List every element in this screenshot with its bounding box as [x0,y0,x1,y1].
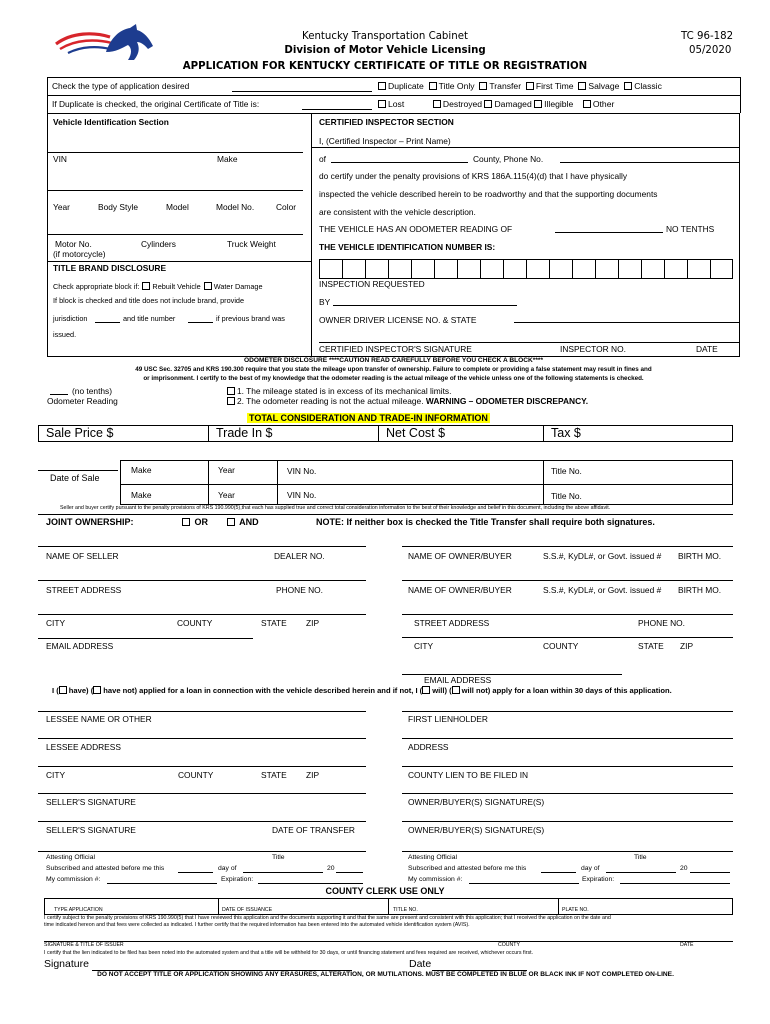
seller-attesting-official: Attesting Official [46,854,95,861]
inspector-of: of [319,154,326,164]
owner-street-label: STREET ADDRESS [414,618,490,628]
color-label: Color [276,202,297,212]
clerk-plate-no: PLATE NO. [562,907,589,913]
seller-state-label: STATE [261,618,287,628]
owner-zip-label: ZIP [680,641,694,651]
clerk-date-label: Date [409,958,432,970]
apptype-title-only[interactable]: Title Only [429,81,475,91]
odometer-text1: 49 USC Sec. 32705 and KRS 190.300 require that you state the mileage upon transfer of ownership. Failure to complete or providing a false statement may result in fines and [135,366,652,373]
lessee-address-label: LESSEE ADDRESS [46,742,121,752]
clerk-title-no: TITLE NO. [393,907,418,913]
form-title: APPLICATION FOR KENTUCKY CERTIFICATE OF TITLE OR REGISTRATION [182,61,588,72]
seller-phone-label: PHONE NO. [276,585,323,595]
trade-title-2: Title No. [551,491,582,501]
dup-illegible[interactable]: Illegible [534,99,573,109]
motorcycle-note: (if motorcycle) [53,249,106,259]
tax-field[interactable]: Tax $ [551,426,581,440]
header-division: Division of Motor Vehicle Licensing [284,45,486,56]
brand-heading: TITLE BRAND DISCLOSURE [53,263,167,273]
dup-other[interactable]: Other [583,99,615,109]
lessee-county-label: COUNTY [178,770,214,780]
vin-is-label: THE VEHICLE IDENTIFICATION NUMBER IS: [319,242,496,252]
joint-note: NOTE: If neither box is checked the Title Transfer shall require both signatures. [316,517,655,527]
odometer-statement-1[interactable]: 1. The mileage stated is in excess of its mechanical limits. [227,387,451,396]
owner2-name-label: NAME OF OWNER/BUYER [408,585,512,595]
seller-name-label: NAME OF SELLER [46,551,119,561]
birth-mo-label-2: BIRTH MO. [678,585,722,595]
sale-price-field[interactable]: Sale Price $ [46,426,114,440]
clerk-lien-certify: I certify that the lien indicated to be filed has been noted into the automated system and that a title will be withheld for 30 days, or until financing statement and fees required are received, whichever occurs first. [44,950,534,956]
owner-signature-1: OWNER/BUYER(S) SIGNATURE(S) [408,797,545,807]
joint-or-checkbox[interactable]: OR [182,517,208,527]
have-checkbox[interactable] [59,686,67,694]
clerk-date-issuance: DATE OF ISSUANCE [222,907,273,913]
owner-subscribed: Subscribed and attested before me this [408,865,527,872]
net-cost-field[interactable]: Net Cost $ [386,426,446,440]
will-not-checkbox[interactable] [452,686,460,694]
owner-state-label: STATE [638,641,664,651]
clerk-signature-label: Signature [44,958,89,970]
consideration-certify: Seller and buyer certify pursuant to the penalty provisions of KRS 190.990(5),that each has supplied true and correct total consideration information to the best of their knowledge and belief in this document, including the above affidavit. [60,505,611,511]
loan-statement: I ( have) ( have not) applied for a loan in connection with the vehicle described herein and if not, I ( will) ( will not) apply for a loan within 30 days of this application. [52,686,672,695]
inspector-line5: are consistent with the vehicle description. [319,207,476,217]
footer-warning: DO NOT ACCEPT TITLE OR APPLICATION SHOWING ANY ERASURES, ALTERATION, OR MUTILATIONS. MUST BE COMPLETED IN BLUE OR BLACK INK IF NOT COMPLETED ON-LINE. [97,971,674,978]
trade-year-1: Year [218,465,235,475]
seller-city-label: CITY [46,618,66,628]
apptype-duplicate[interactable]: Duplicate [378,81,424,91]
trade-year-2: Year [218,490,235,500]
trade-in-field[interactable]: Trade In $ [216,426,273,440]
odometer-reading-caption: Odometer Reading [47,396,118,406]
joint-and-checkbox[interactable]: AND [227,517,259,527]
form-number: TC 96-182 [681,31,734,42]
seller-signature-2: SELLER'S SIGNATURE [46,825,136,835]
truck-weight-label: Truck Weight [227,239,276,249]
trade-vin-2: VIN No. [287,490,317,500]
vehicle-heading: Vehicle Identification Section [53,117,169,127]
kentucky-horse-logo-icon [54,22,158,62]
odometer-text2: or imprisonment. I certify to the best of my knowledge that the odometer reading is the actual mileage of the vehicle unless one of the following statements is checked. [143,375,644,382]
owner-attest-title: Title [634,854,647,861]
inspector-line3: do certify under the penalty provisions of KRS 186A.115(4)(d) that I have physically [319,171,628,181]
jurisdiction-label: jurisdiction [53,314,88,323]
seller-commission: My commission #: [46,876,101,883]
seller-subscribed: Subscribed and attested before me this [46,865,165,872]
motor-label: Motor No. [55,239,92,249]
lessee-zip-label: ZIP [306,770,320,780]
owner-id-label-1: S.S.#, KyDL#, or Govt. issued # [543,551,662,561]
inspection-by: BY [319,297,331,307]
odometer-reading-label: THE VEHICLE HAS AN ODOMETER READING OF [319,224,513,234]
date-of-transfer: DATE OF TRANSFER [272,825,355,835]
apptype-salvage[interactable]: Salvage [578,81,619,91]
dup-lost[interactable]: Lost [378,99,404,109]
no-tenths-label: NO TENTHS [666,224,715,234]
inspector-heading: CERTIFIED INSPECTOR SECTION [319,117,454,127]
owner-commission: My commission #: [408,876,463,883]
form-date: 05/2020 [689,45,732,56]
owner-name-label: NAME OF OWNER/BUYER [408,551,512,561]
lessee-state-label: STATE [261,770,287,780]
make-label: Make [217,154,238,164]
date-of-sale: Date of Sale [50,473,100,483]
owner-phone-label: PHONE NO. [638,618,685,628]
seller-day-of: day of [218,865,237,872]
owner-city-label: CITY [414,641,434,651]
apptype-first-time[interactable]: First Time [526,81,574,91]
lessee-city-label: CITY [46,770,66,780]
owner-dl-label: OWNER DRIVER LICENSE NO. & STATE [319,315,477,325]
odometer-statement-2[interactable]: 2. The odometer reading is not the actual mileage. WARNING – ODOMETER DISCREPANCY. [227,397,588,406]
have-not-checkbox[interactable] [93,686,101,694]
inspector-print-name: I, (Certified Inspector – Print Name) [319,136,451,146]
clerk-certify-1: I certify subject to the penalty provisions of KRS 190.990(5) that I have reviewed this application and the documents supporting it and that the same are present and consistent with this application; that I received the application on the date and [44,915,611,921]
clerk-signature-title: SIGNATURE & TITLE OF ISSUER [44,942,124,948]
rebuilt-checkbox[interactable]: Rebuilt Vehicle [141,282,200,291]
owner-id-label-2: S.S.#, KyDL#, or Govt. issued # [543,585,662,595]
clerk-certify-2: time indicated hereon and that fees were collected as indicated. I further certify that the required information has been entered into the automated vehicle identification system (AVIS). [44,922,470,928]
apptype-question: Check the type of application desired [52,81,190,91]
title-number-label: and title number [123,314,176,323]
lessee-name-label: LESSEE NAME OR OTHER [46,714,152,724]
vin-label: VIN [53,154,67,164]
inspection-requested: INSPECTION REQUESTED [319,279,425,289]
brand-check-label: Check appropriate block if: [53,282,140,291]
birth-mo-label-1: BIRTH MO. [678,551,722,561]
year-label: Year [53,202,70,212]
brand-line3: issued. [53,330,77,339]
inspector-no: INSPECTOR NO. [560,344,626,354]
seller-zip-label: ZIP [306,618,320,628]
inspector-county-phone: County, Phone No. [473,154,544,164]
trade-make-2: Make [131,490,152,500]
duplicate-question: If Duplicate is checked, the original Certificate of Title is: [52,99,260,109]
owner-email-label: EMAIL ADDRESS [424,675,492,685]
will-checkbox[interactable] [422,686,430,694]
model-label: Model [166,202,189,212]
seller-county-label: COUNTY [177,618,213,628]
joint-ownership-label: JOINT OWNERSHIP: [46,517,134,527]
inspector-line4: inspected the vehicle described herein to be roadworthy and that the supporting documents [319,189,658,199]
consideration-heading: TOTAL CONSIDERATION AND TRADE-IN INFORMATION [249,413,488,423]
clerk-heading: COUNTY CLERK USE ONLY [325,886,445,896]
trade-make-1: Make [131,465,152,475]
trade-vin-1: VIN No. [287,466,317,476]
cylinders-label: Cylinders [141,239,176,249]
clerk-county: COUNTY [498,942,520,948]
odometer-heading: ODOMETER DISCLOSURE ****CAUTION READ CAREFULLY BEFORE YOU CHECK A BLOCK**** [243,357,544,364]
first-lienholder-label: FIRST LIENHOLDER [408,714,488,724]
inspector-signature: CERTIFIED INSPECTOR'S SIGNATURE [319,344,472,354]
seller-expiration: Expiration: [221,876,254,883]
seller-email-label: EMAIL ADDRESS [46,641,114,651]
header-agency: Kentucky Transportation Cabinet [302,31,468,42]
owner-signature-2: OWNER/BUYER(S) SIGNATURE(S) [408,825,545,835]
seller-attest-title: Title [272,854,285,861]
owner-year-20: 20 [680,865,688,872]
dup-destroyed[interactable]: Destroyed [433,99,482,109]
county-lien-label: COUNTY LIEN TO BE FILED IN [408,770,529,780]
body-style-label: Body Style [98,202,139,212]
owner-attesting-official: Attesting Official [408,854,457,861]
model-no-label: Model No. [216,202,255,212]
owner-county-label: COUNTY [543,641,579,651]
brand-line1: If block is checked and title does not include brand, provide [53,296,245,305]
seller-year-20: 20 [327,865,335,872]
dealer-no-label: DEALER NO. [274,551,325,561]
inspector-date: DATE [696,344,718,354]
seller-signature-1: SELLER'S SIGNATURE [46,797,136,807]
previous-brand-label: if previous brand was [216,314,285,323]
owner-expiration: Expiration: [582,876,615,883]
dup-damaged[interactable]: Damaged [484,99,531,109]
water-damage-checkbox[interactable]: Water Damage [203,282,263,291]
apptype-classic[interactable]: Classic [624,81,662,91]
owner-day-of: day of [581,865,600,872]
clerk-type-application: TYPE APPLICATION [54,907,103,913]
trade-title-1: Title No. [551,466,582,476]
trade-vehicle-table [120,460,733,505]
apptype-transfer[interactable]: Transfer [479,81,521,91]
lienholder-address-label: ADDRESS [408,742,449,752]
clerk-date: DATE [680,942,694,948]
no-tenths-note: (no tenths) [72,386,113,396]
seller-street-label: STREET ADDRESS [46,585,122,595]
